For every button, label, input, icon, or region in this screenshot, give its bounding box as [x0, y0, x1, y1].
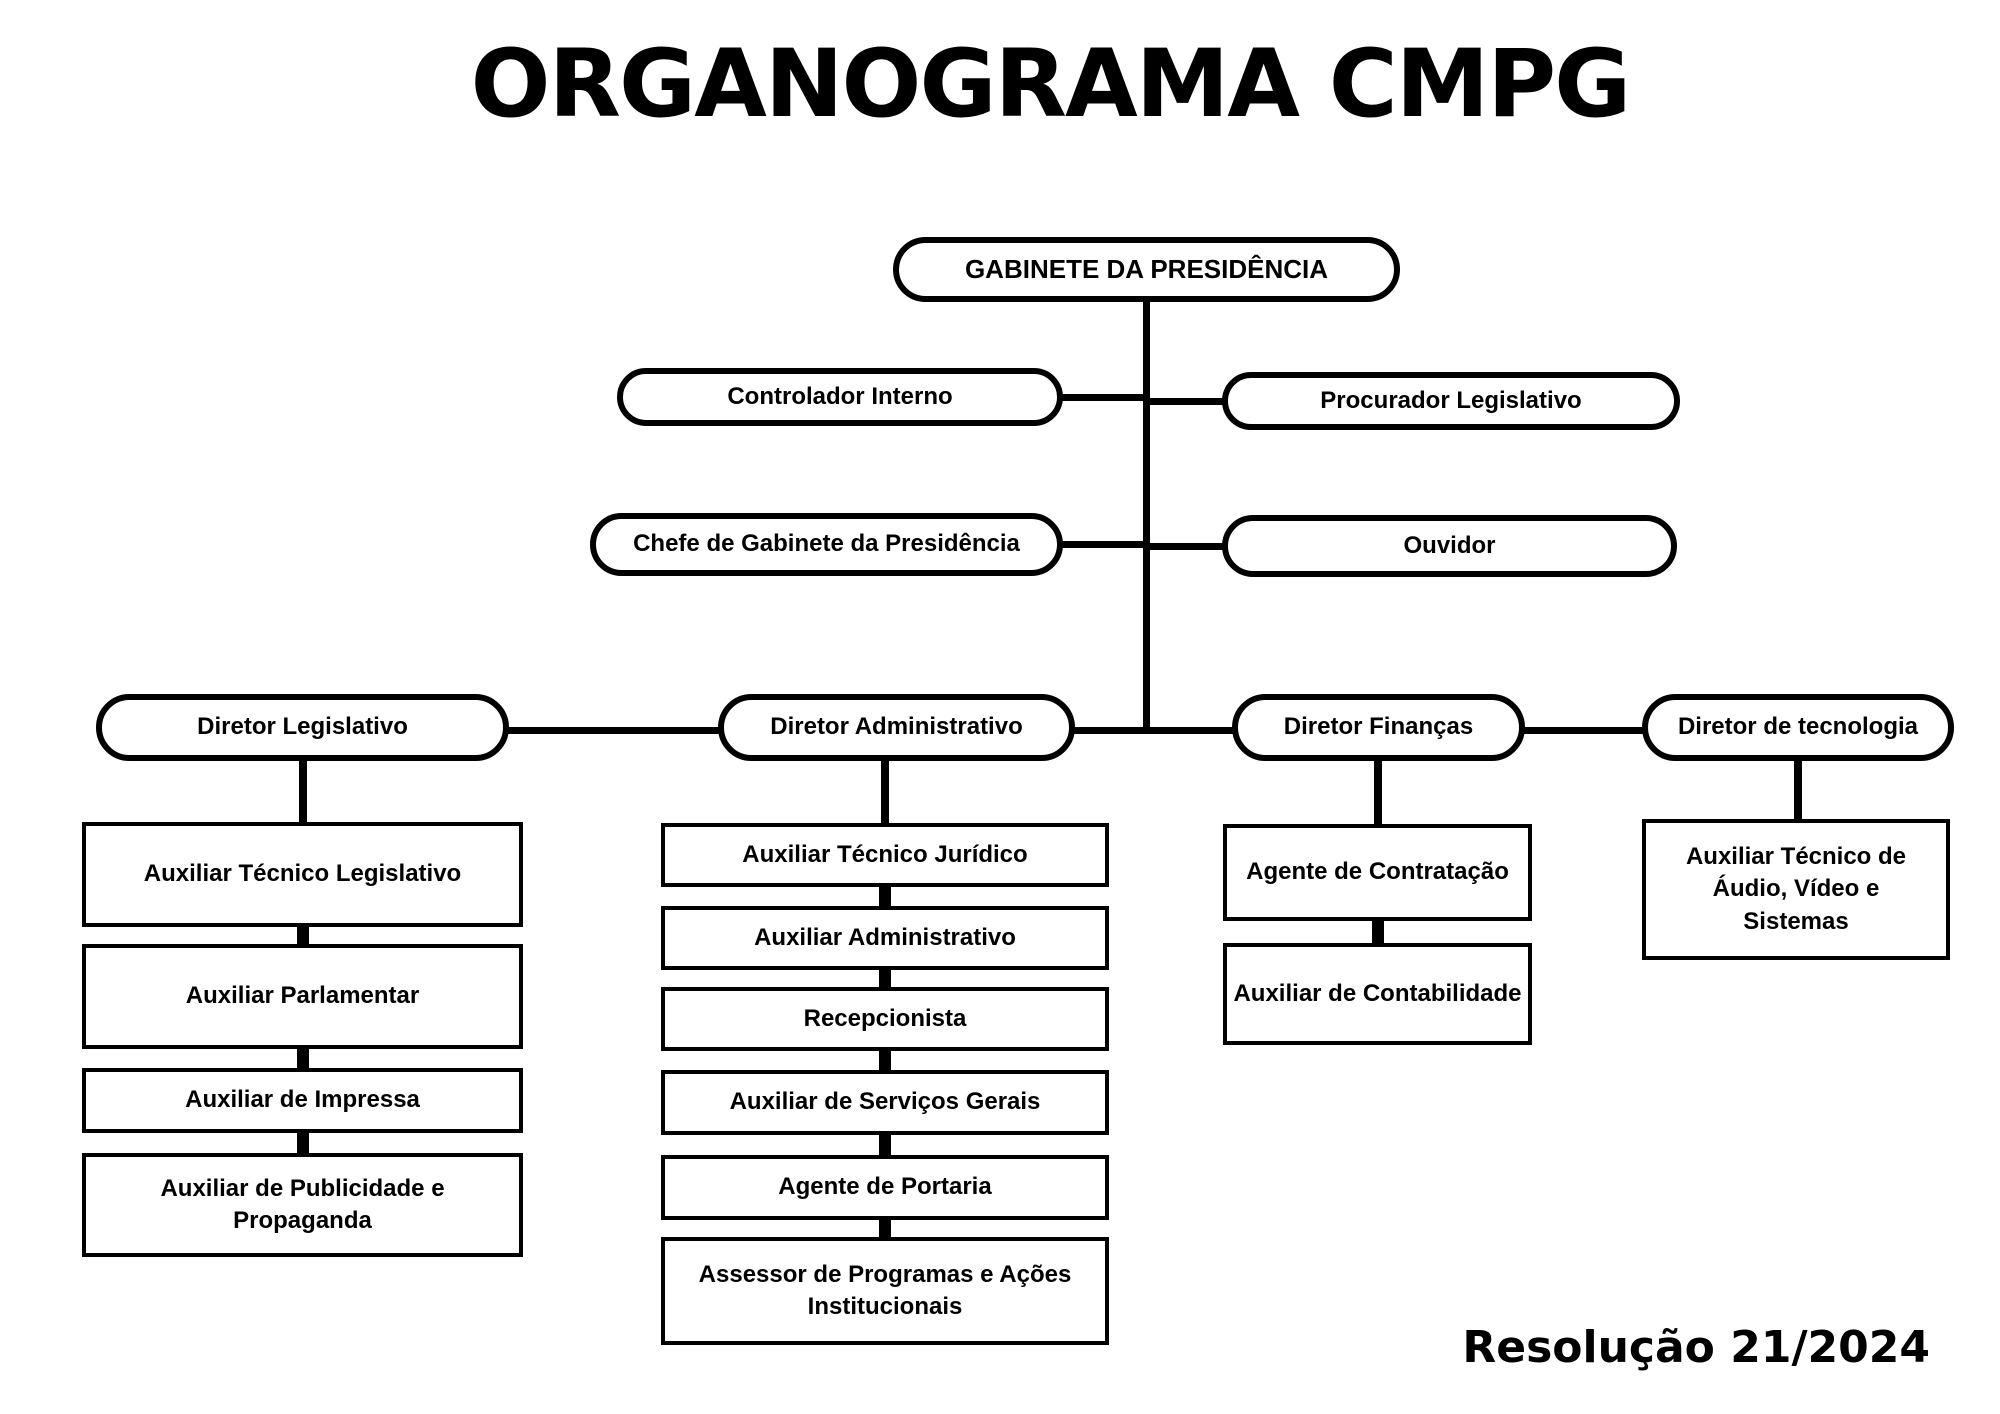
node-auxiliar-tecnico-de-audio-video-e-sistemas [1642, 819, 1950, 960]
node-label: Auxiliar de Impressa [185, 1086, 420, 1114]
node-label: Auxiliar Administrativo [754, 923, 1016, 951]
node-auxiliar-de-impressa [82, 1068, 523, 1133]
node-label: Auxiliar Técnico de Áudio, Vídeo e Sistemas [1685, 842, 1907, 935]
node-label: Auxiliar de Contabilidade [1233, 979, 1522, 1007]
node-diretor-administrativo [718, 694, 1075, 761]
node-controlador-interno [617, 368, 1063, 426]
node-auxiliar-tecnico-legislativo [82, 822, 523, 927]
node-label: Agente de Portaria [778, 1173, 992, 1201]
resolution-note: Resolução 21/2024 [1462, 1322, 1930, 1373]
connector-ouvidor [1146, 543, 1226, 550]
node-auxiliar-de-publicidade-e-propaganda [82, 1153, 523, 1257]
node-label: Diretor Legislativo [197, 713, 408, 741]
connector-administrativo-4-5 [879, 1131, 891, 1158]
node-label: Auxiliar de Serviços Gerais [729, 1088, 1041, 1116]
node-label: Auxiliar Técnico Jurídico [742, 840, 1028, 868]
connector-director-tecnologia [1794, 758, 1802, 821]
connector-director-legislativo [299, 758, 307, 824]
node-auxiliar-de-contabilidade [1223, 943, 1532, 1045]
connector-director-financas [1374, 758, 1382, 826]
node-label: Auxiliar Parlamentar [185, 982, 420, 1010]
node-agente-de-contratacao [1223, 824, 1532, 921]
node-auxiliar-parlamentar [82, 944, 523, 1049]
page-title: ORGANOGRAMA CMPG [470, 30, 1630, 139]
node-procurador-legislativo [1222, 372, 1680, 430]
node-agente-de-portaria [661, 1155, 1109, 1220]
node-label: Agente de Contratação [1246, 858, 1509, 886]
node-gabinete-da-presidencia [893, 237, 1400, 302]
node-chefe-de-gabinete [590, 513, 1063, 576]
node-label: Diretor Finanças [1283, 713, 1474, 741]
node-label: Controlador Interno [727, 382, 953, 410]
node-auxiliar-administrativo [661, 906, 1109, 970]
node-label: Auxiliar de Publicidade e Propaganda [160, 1174, 445, 1234]
node-recepcionista [661, 987, 1109, 1051]
node-auxiliar-de-servicos-gerais [661, 1070, 1109, 1135]
node-diretor-financas [1232, 694, 1525, 761]
node-label: GABINETE DA PRESIDÊNCIA [964, 253, 1329, 284]
node-ouvidor [1222, 515, 1677, 577]
connector-director-administrativo [881, 758, 889, 825]
connector-financas-1-2 [1372, 917, 1384, 946]
node-label: Auxiliar Técnico Legislativo [143, 860, 462, 888]
node-auxiliar-tecnico-juridico [661, 823, 1109, 887]
node-label: Assessor de Programas e Ações Institucionais [698, 1260, 1072, 1320]
node-label: Diretor de tecnologia [1677, 713, 1919, 741]
connector-legislativo-3-4 [297, 1129, 309, 1156]
node-label: Recepcionista [803, 1004, 967, 1032]
node-assessor-de-programas-e-acoes-institucionais [661, 1237, 1109, 1345]
connector-trunk-vertical [1143, 300, 1150, 734]
connector-chefe-gabinete [1058, 541, 1146, 548]
connector-controlador [1058, 394, 1146, 401]
node-label: Procurador Legislativo [1320, 386, 1582, 414]
node-label: Chefe de Gabinete da Presidência [633, 530, 1020, 558]
connector-procurador [1146, 398, 1226, 405]
node-diretor-de-tecnologia [1642, 694, 1954, 761]
node-label: Ouvidor [1403, 531, 1496, 559]
node-label: Diretor Administrativo [770, 713, 1023, 741]
node-diretor-legislativo [96, 694, 509, 761]
